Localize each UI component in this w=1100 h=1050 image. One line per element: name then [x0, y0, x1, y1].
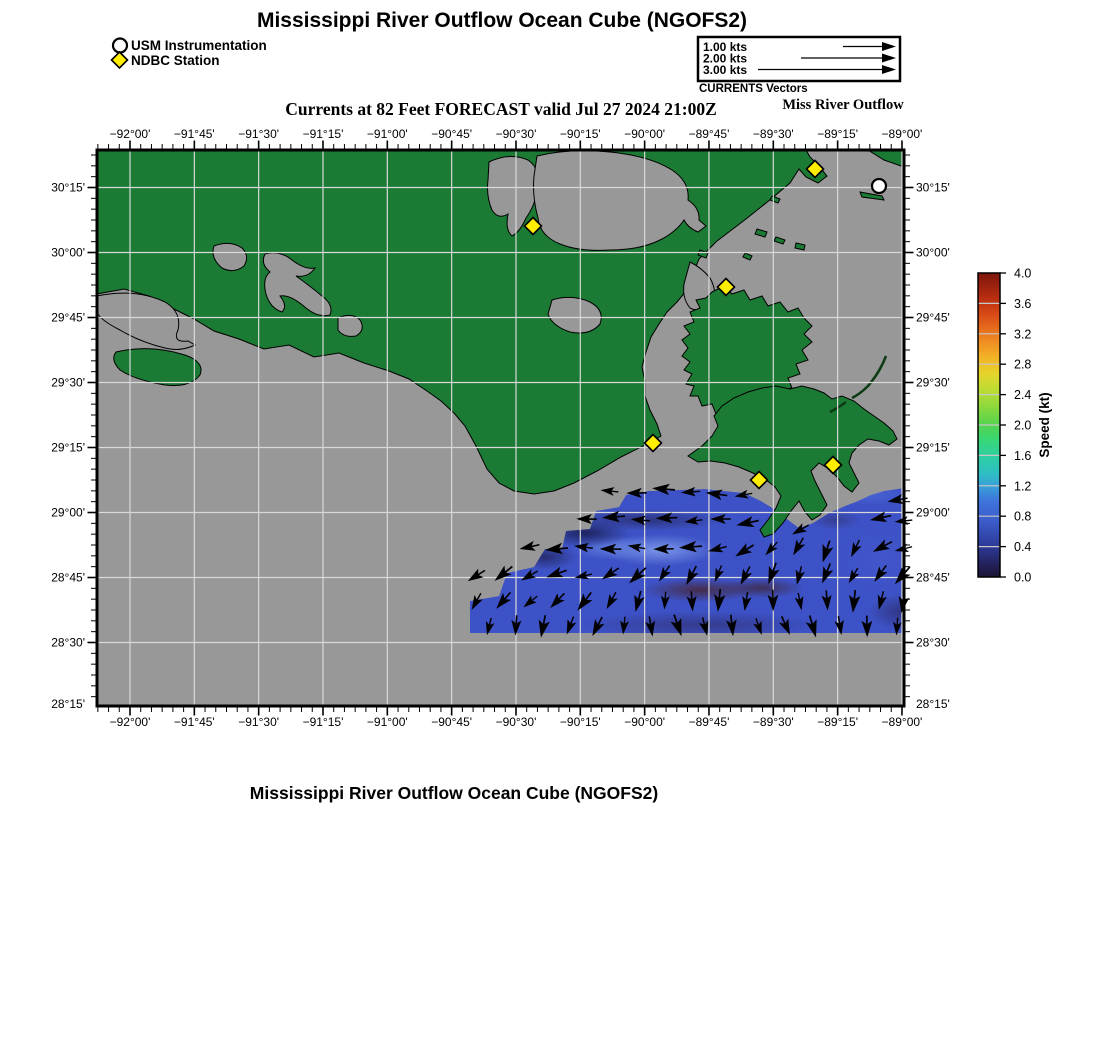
vector-scale-caption: CURRENTS Vectors [699, 83, 808, 95]
axis-tick-label: −89°45' [688, 715, 730, 729]
colorbar-tick-label: 0.8 [1014, 509, 1032, 524]
axis-tick-label: −90°30' [495, 715, 537, 729]
diamond-icon [112, 52, 128, 68]
axis-tick-label: −91°00' [366, 715, 408, 729]
axis-tick-label: 30°00' [51, 245, 85, 260]
usm-station-marker [872, 179, 886, 193]
axis-tick-label: 29°45' [51, 310, 85, 325]
axis-tick-label: 30°15' [916, 180, 950, 195]
axis-tick-label: 28°15' [916, 697, 950, 711]
axis-tick-label: 29°15' [916, 440, 950, 455]
axis-tick-label: −89°00' [881, 127, 923, 141]
axis-tick-label: 28°30' [51, 635, 85, 650]
colorbar-tick-label: 0.0 [1014, 570, 1032, 585]
footer-title: Mississippi River Outflow Ocean Cube (NGOFS2) [249, 783, 659, 803]
colorbar-tick-label: 2.4 [1014, 388, 1032, 403]
axis-tick-label: −89°15' [817, 127, 859, 141]
colorbar-tick-label: 0.4 [1014, 540, 1032, 555]
colorbar-tick-label: 1.2 [1014, 479, 1032, 494]
axis-tick-label: 30°00' [916, 245, 950, 260]
axis-tick-label: 29°00' [51, 505, 85, 520]
vector-scale-label-2: 2.00 kts [703, 51, 748, 66]
axis-tick-label: 28°30' [916, 635, 950, 650]
colorbar-tick-label: 3.2 [1014, 327, 1032, 342]
axis-tick-label: −90°15' [559, 127, 601, 141]
colorbar-tick-label: 2.8 [1014, 357, 1032, 372]
legend-label-ndbc: NDBC Station [131, 53, 220, 68]
axis-tick-label: 30°15' [51, 180, 85, 195]
circle-icon [113, 39, 127, 53]
coastline-lake-c [338, 315, 362, 336]
axis-tick-label: 29°45' [916, 310, 950, 325]
map-subtitle: Currents at 82 Feet FORECAST valid Jul 27 2024 21:00Z [285, 99, 717, 119]
axis-tick-label: 29°30' [916, 375, 950, 390]
colorbar-unit-label: Speed (kt) [1037, 392, 1052, 458]
axis-tick-label: −89°45' [688, 127, 730, 141]
colorbar-tick-label: 2.0 [1014, 418, 1032, 433]
axis-tick-label: −90°30' [495, 127, 537, 141]
axis-tick-label: −89°30' [752, 127, 794, 141]
axis-tick-label: 28°45' [51, 570, 85, 585]
axis-tick-label: −91°45' [173, 127, 215, 141]
axis-tick-label: −91°30' [238, 715, 280, 729]
vector-scale-label-3: 3.00 kts [703, 63, 748, 77]
axis-tick-label: −92°00' [109, 715, 151, 729]
colorbar-tick-label: 1.6 [1014, 448, 1032, 463]
axis-tick-label: −90°45' [431, 127, 473, 141]
outflow-label: Miss River Outflow [782, 97, 904, 113]
axis-tick-label: −90°00' [624, 127, 666, 141]
axis-tick-label: 29°00' [916, 505, 950, 520]
axis-tick-label: −91°30' [238, 127, 280, 141]
axis-tick-label: −92°00' [109, 127, 151, 141]
axis-tick-label: −91°15' [302, 127, 344, 141]
axis-tick-label: −90°45' [431, 715, 473, 729]
axis-tick-label: −89°15' [817, 715, 859, 729]
legend-label-usm: USM Instrumentation [131, 38, 267, 53]
axis-tick-label: 29°30' [51, 375, 85, 390]
axis-tick-label: −90°15' [559, 715, 601, 729]
axis-tick-label: −89°00' [881, 715, 923, 729]
axis-tick-label: 28°45' [916, 570, 950, 585]
axis-tick-label: 29°15' [51, 440, 85, 455]
colorbar-tick-label: 3.6 [1014, 296, 1032, 311]
axis-tick-label: −90°00' [624, 715, 666, 729]
colorbar-tick-label: 4.0 [1014, 266, 1032, 281]
axis-tick-label: −91°00' [366, 127, 408, 141]
axis-tick-label: 28°15' [51, 697, 85, 711]
axis-tick-label: −91°45' [173, 715, 215, 729]
axis-tick-label: −89°30' [752, 715, 794, 729]
vector-scale-label-1: 1.00 kts [703, 40, 748, 54]
axis-tick-label: −91°15' [302, 715, 344, 729]
page-title: Mississippi River Outflow Ocean Cube (NGOFS2) [256, 9, 748, 32]
